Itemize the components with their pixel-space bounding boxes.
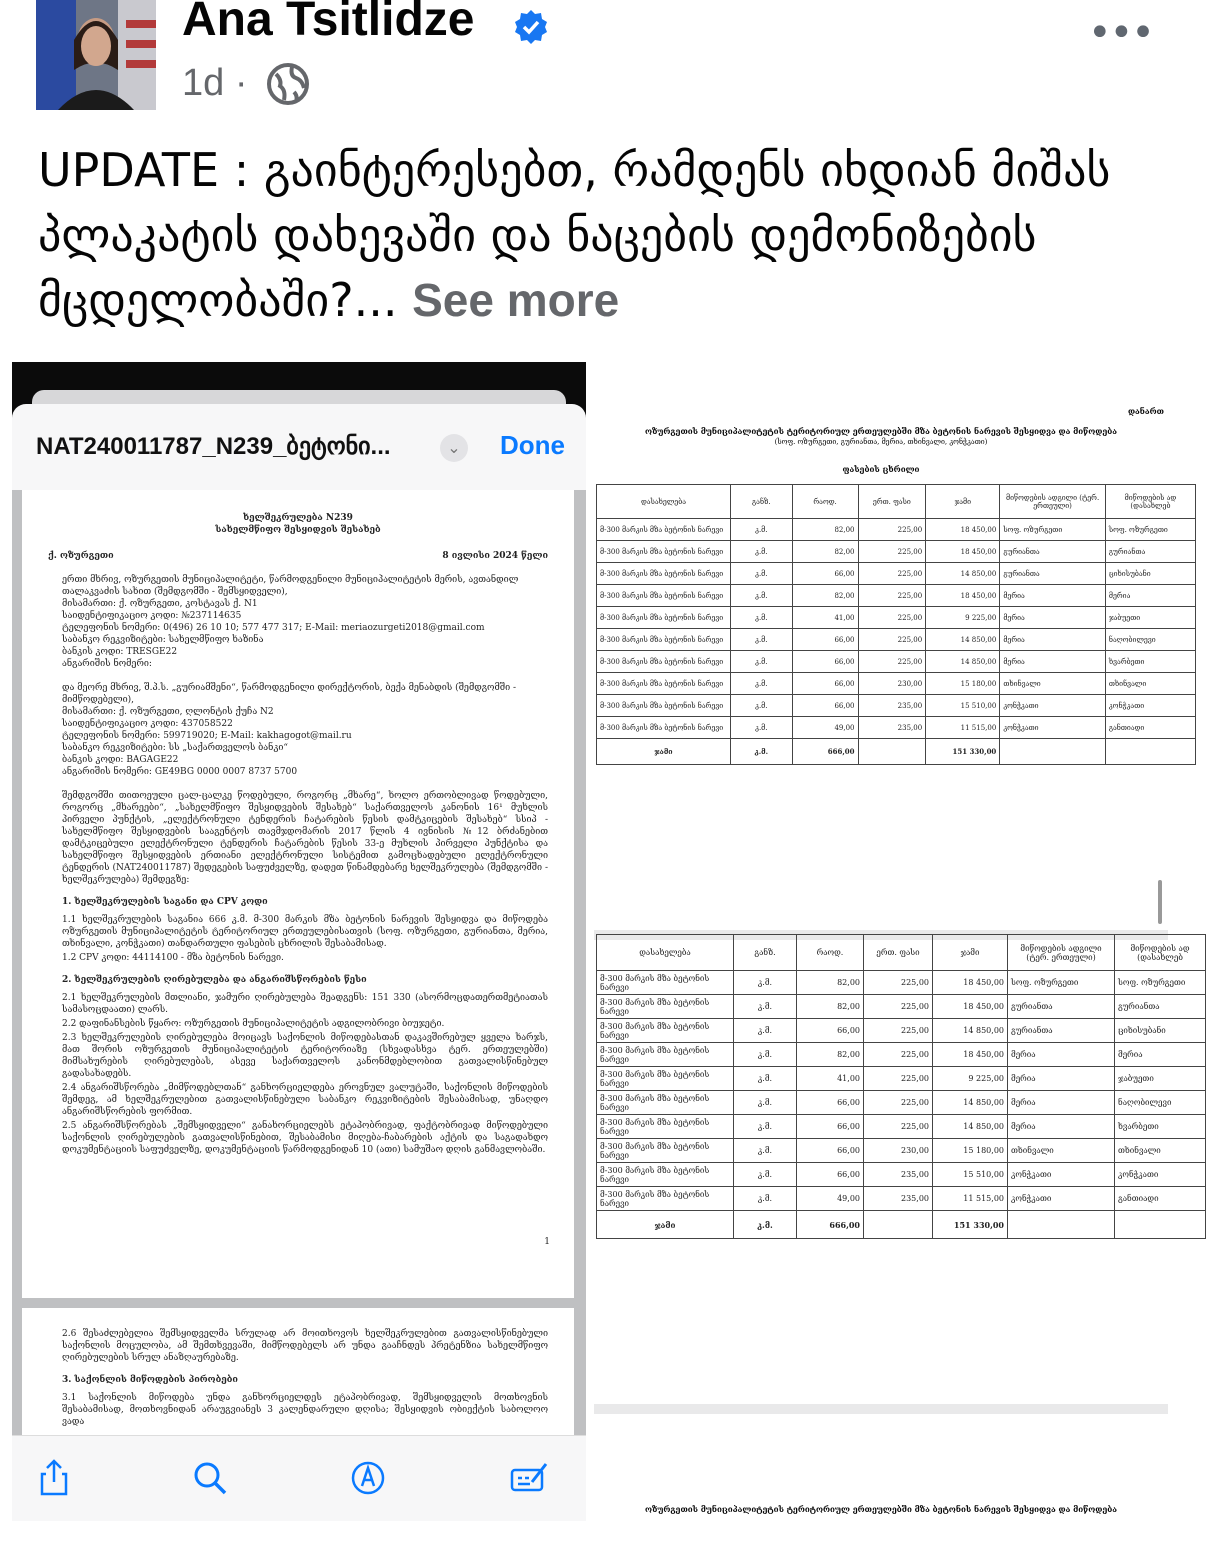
clause-2-5: 2.5 ანგარიშსწორებას „შემსყიდველი“ განახორციელებს ეტაპობრივად, ფაქტობრივად მიწოდებული საქონლის ღირებულების გათვალისწინებით, შესაბამისი მიღება-ჩაბარების აქტის და საგადახდო დოკუმენტაციის საფუძველზე, დოკუმენტაციის წარმოდგენიდან 10 (ათი) სამუშაო დღის განმავლობაში. [62, 1121, 548, 1155]
cell-qty: 66,00 [792, 563, 858, 585]
column-header: ერთ. ფასი [858, 485, 926, 519]
cell-total: 14 850,00 [926, 651, 1000, 673]
cell-village: მერია [1105, 585, 1195, 607]
sum-unit: კ.მ. [734, 1211, 797, 1239]
party2-line: საბანკო რეკვიზიტები: სს „საქართველოს ბანკი“ [62, 743, 288, 753]
cell-price: 225,00 [864, 1019, 933, 1043]
table-row [597, 995, 1206, 1019]
table-row [597, 1091, 1206, 1115]
clause-1-1: 1.1 ხელშეკრულების საგანია 666 კ.მ. მ-300 მარკის მზა ბეტონის ნარევის შესყიდვა და მიწოდება ოზურგეთის მუნიციპალიტეტის ტერიტორიულ ერთეულებისათვის (სოფ. ოზურგეთი, გურიანთა, მერია, თხინვალი, კონჭკათი) თანდართული ფასების ცხრილის შესაბამისად. [62, 915, 548, 949]
cell-unit: კ.მ. [731, 585, 793, 607]
section-3-title: 3. საქონლის მიწოდების პირობები [62, 1375, 238, 1385]
cell-place: მერია [1000, 585, 1106, 607]
cell-name: მ-300 მარკის მზა ბეტონის ნარევი [597, 541, 731, 563]
cell-village: კონჭკათი [1105, 695, 1195, 717]
cell-total: 11 515,00 [926, 717, 1000, 739]
cell-unit: კ.მ. [734, 1163, 797, 1187]
cell-price: 225,00 [864, 1115, 933, 1139]
party2-line: და მეორე მხრივ, შ.პ.ს. „გურიამშენი“, წარმოდგენილი დირექტორის, ბექა მენაბდის (შემდგომში - [62, 683, 517, 693]
cell-price: 235,00 [858, 695, 926, 717]
party2-line: საიდენტიფიკაციო კოდი: 437058522 [62, 719, 233, 729]
see-more-link[interactable]: See more [412, 274, 620, 326]
cell-unit: კ.მ. [731, 541, 793, 563]
cell-village: ჯაბუეთი [1115, 1067, 1206, 1091]
clause-2-4: 2.4 ანგარიშსწორება „მიმწოდებლთან“ განხორციელდება ეროვნულ ვალუტაში, საქონლის მიწოდების შემდეგ, ამ ხელშეკრულებით გათვალისწინებული საბანკო რეკვიზიტების შესაბამისად, უნაღდო ანგარიშსწორების ფორმით. [62, 1083, 548, 1117]
sum-total: 151 330,00 [926, 739, 1000, 765]
cell-total: 15 180,00 [933, 1139, 1008, 1163]
attachment-image-2[interactable] [594, 362, 1190, 1520]
table-row [597, 1067, 1206, 1091]
document-scroll-area[interactable] [12, 490, 586, 1435]
cell-village: გურიანთა [1105, 541, 1195, 563]
column-header: მიწოდების ადგილი (ტერ. ერთეული) [1008, 935, 1115, 971]
cell-total: 14 850,00 [926, 563, 1000, 585]
page-number: 1 [544, 1237, 550, 1247]
cell-total: 18 450,00 [926, 585, 1000, 607]
markup-icon[interactable] [348, 1458, 388, 1498]
cell-unit: კ.მ. [731, 607, 793, 629]
sum-empty [1008, 1211, 1115, 1239]
cell-name: მ-300 მარკის მზა ბეტონის ნარევი [597, 1115, 734, 1139]
post-body: UPDATE : გაინტერესებთ, რამდენს იხდიან მიშას პლაკატის დახევაში და ნაცების დემონიზების მცდელობაში?... [38, 143, 1111, 327]
cell-unit: კ.მ. [731, 629, 793, 651]
party1-line: ანგარიშის ნომერი: [62, 659, 152, 669]
table-row [597, 1139, 1206, 1163]
table-row [597, 695, 1196, 717]
sum-qty: 666,00 [792, 739, 858, 765]
table-title: ოზურგეთის მუნიციპალიტეტის ტერიტორიულ ერთეულებში მზა ბეტონის ნარევის შესყიდვა და მიწოდება [644, 426, 1118, 436]
cell-total: 14 850,00 [926, 629, 1000, 651]
cell-place: სოფ. ოზურგეთი [1008, 971, 1115, 995]
cell-name: მ-300 მარკის მზა ბეტონის ნარევი [597, 695, 731, 717]
cell-price: 235,00 [864, 1187, 933, 1211]
column-header: რაოდ. [797, 935, 864, 971]
cell-price: 230,00 [858, 673, 926, 695]
column-header: დასახელება [597, 485, 731, 519]
cell-name: მ-300 მარკის მზა ბეტონის ნარევი [597, 971, 734, 995]
cell-qty: 49,00 [797, 1187, 864, 1211]
cell-name: მ-300 მარკის მზა ბეტონის ნარევი [597, 563, 731, 585]
cell-qty: 82,00 [797, 971, 864, 995]
cell-qty: 66,00 [797, 1115, 864, 1139]
clause-2-2: 2.2 დაფინანსების წყარო: ოზურგეთის მუნიციპალიტეტის ადგილობრივი ბიუჯეტი. [62, 1019, 445, 1029]
cell-place: მერია [1008, 1091, 1115, 1115]
search-icon[interactable] [190, 1458, 230, 1498]
column-header: რაოდ. [792, 485, 858, 519]
cell-village: განთიადი [1105, 717, 1195, 739]
cell-village: გურიანთა [1115, 995, 1206, 1019]
cell-qty: 66,00 [797, 1091, 864, 1115]
cell-name: მ-300 მარკის მზა ბეტონის ნარევი [597, 717, 731, 739]
sum-label: ჯამი [597, 1211, 734, 1239]
cell-price: 225,00 [864, 1091, 933, 1115]
cell-place: გურიანთა [1000, 563, 1106, 585]
avatar[interactable] [36, 0, 156, 110]
cell-village: ხვარბეთი [1105, 651, 1195, 673]
cell-total: 9 225,00 [933, 1067, 1008, 1091]
table-row [597, 563, 1196, 585]
sum-total: 151 330,00 [933, 1211, 1008, 1239]
cell-name: მ-300 მარკის მზა ბეტონის ნარევი [597, 1187, 734, 1211]
cell-place: თხინვალი [1008, 1139, 1115, 1163]
cell-qty: 82,00 [797, 1043, 864, 1067]
cell-place: მერია [1008, 1043, 1115, 1067]
clause-2-6: 2.6 შესაძლებელია შემსყიდველმა სრულად არ მოითხოვოს ხელშეკრულებით გათვალისწინებული საქონლის მოცულობა, ამ შემთხვევაში, მიმწოდებელს არ უნდა გააჩნდეს პრეტენზია სახელმწიფო ღირებულების სრულ ანაზღაურებაზე. [62, 1329, 548, 1363]
cell-name: მ-300 მარკის მზა ბეტონის ნარევი [597, 1139, 734, 1163]
attachment-image-1[interactable] [12, 362, 586, 1520]
cell-total: 18 450,00 [933, 995, 1008, 1019]
table-row [597, 1163, 1206, 1187]
more-options-button[interactable]: ••• [1088, 10, 1153, 56]
cell-qty: 82,00 [792, 585, 858, 607]
cell-name: მ-300 მარკის მზა ბეტონის ნარევი [597, 519, 731, 541]
party1-line: ბანკის კოდი: TRESGE22 [62, 647, 178, 657]
column-header: ჯამი [926, 485, 1000, 519]
cell-name: მ-300 მარკის მზა ბეტონის ნარევი [597, 651, 731, 673]
cell-village: თხინვალი [1115, 1139, 1206, 1163]
cell-price: 225,00 [864, 1043, 933, 1067]
post-header [0, 0, 1179, 120]
cell-village: განთიადი [1115, 1187, 1206, 1211]
contract-date: 8 ივლისი 2024 წელი [442, 551, 548, 561]
cell-name: მ-300 მარკის მზა ბეტონის ნარევი [597, 1019, 734, 1043]
post-text [38, 138, 1148, 333]
cell-price: 225,00 [864, 995, 933, 1019]
column-header: განზ. [734, 935, 797, 971]
table-row [597, 1043, 1206, 1067]
cell-village: კონჭკათი [1115, 1163, 1206, 1187]
cell-village: მერია [1115, 1043, 1206, 1067]
cell-unit: კ.მ. [734, 1067, 797, 1091]
sum-empty [864, 1211, 933, 1239]
cell-unit: კ.მ. [731, 519, 793, 541]
cell-price: 225,00 [858, 651, 926, 673]
cell-village: ციხისუბანი [1115, 1019, 1206, 1043]
party2-line: ანგარიშის ნომერი: GE49BG 0000 0007 8737 5700 [62, 767, 298, 777]
cell-unit: კ.მ. [734, 1115, 797, 1139]
cell-total: 15 180,00 [926, 673, 1000, 695]
cell-unit: კ.მ. [731, 695, 793, 717]
cell-village: ნაღობილევი [1115, 1091, 1206, 1115]
sum-qty: 666,00 [797, 1211, 864, 1239]
party-2 [62, 682, 548, 778]
footer-title: ოზურგეთის მუნიციპალიტეტის ტერიტორიულ ერთეულებში მზა ბეტონის ნარევის შესყიდვა და მიწოდება [644, 1504, 1118, 1514]
author-name[interactable]: Ana Tsitlidze [182, 0, 475, 46]
clause-2-1: 2.1 ხელშეკრულების მთლიანი, ჯამური ღირებულება შეადგენს: 151 330 (ასორმოცდათერთმეტიათას სამასოცდაათი) ლარს. [62, 993, 548, 1015]
cell-place: თხინვალი [1000, 673, 1106, 695]
cell-place: კონჭკათი [1008, 1187, 1115, 1211]
annex-label: დანართ [1127, 406, 1164, 416]
price-table-copy [596, 934, 1206, 1239]
cell-qty: 66,00 [797, 1139, 864, 1163]
cell-total: 9 225,00 [926, 607, 1000, 629]
cell-unit: კ.მ. [731, 563, 793, 585]
cell-village: ნაღობილევი [1105, 629, 1195, 651]
cell-qty: 66,00 [797, 1163, 864, 1187]
cell-unit: კ.მ. [734, 1091, 797, 1115]
party-1 [62, 574, 548, 670]
globe-icon [266, 62, 310, 106]
cell-qty: 66,00 [792, 629, 858, 651]
cell-name: მ-300 მარკის მზა ბეტონის ნარევი [597, 1067, 734, 1091]
cell-place: მერია [1000, 607, 1106, 629]
contract-title: ხელშეკრულება N239 [243, 513, 353, 523]
cell-total: 14 850,00 [933, 1091, 1008, 1115]
sum-unit: კ.მ. [731, 739, 793, 765]
viewer-topbar [12, 404, 586, 490]
table-row [597, 673, 1196, 695]
preamble: შემდგომში თითოეული ცალ-ცალკე წოდებული, როგორც „მხარე“, ხოლო ერთობლივად წოდებული, როგორც „მხარეები“, „სახელმწიფო შესყიდვების შესახებ“ საქართველოს კანონის 16¹ მუხლის პირველი პუნქტის, „ელექტრონული ტენდერის ჩატარების წესის დამტკიცების შესახებ“ სსიპ - სახელმწიფო შესყიდვების სააგენტოს თავმჯდომარის 2017 წლის 4 ივნისის №12 ბრძანებით დამტკიცებული ელექტრონული ტენდერის ჩატარების წესის 33-ე მუხლის პირველი პუნქტისა და სახელმწიფო შესყიდვების ერთიანი ელექტრონული სისტემით გამოცხადებული ელექტრონული ტენდერის (NAT240011787) შედეგების საფუძველზე, დადეთ წინამდებარე ხელშეკრულება (შემდგომში - ხელშეკრულება) შემდეგზე: [62, 791, 548, 885]
party1-line: ტელეფონის ნომერი: 0(496) 26 10 10; 577 477 317; E-Mail: meriaozurgeti2018@gmail.com [62, 623, 485, 633]
contract-city: ქ. ოზურგეთი [48, 551, 114, 561]
cell-unit: კ.მ. [734, 1019, 797, 1043]
post-meta [182, 62, 248, 105]
cell-qty: 82,00 [792, 541, 858, 563]
table-row [597, 629, 1196, 651]
cell-total: 14 850,00 [933, 1019, 1008, 1043]
cell-price: 225,00 [858, 541, 926, 563]
cell-price: 235,00 [858, 717, 926, 739]
cell-qty: 82,00 [797, 995, 864, 1019]
cell-unit: კ.მ. [734, 971, 797, 995]
party1-line: ერთი მხრივ, ოზურგეთის მუნიციპალიტეტი, წარმოდგენილი მუნიციპალიტეტის მერის, ავთანდილ [62, 575, 519, 585]
cell-village: სოფ. ოზურგეთი [1115, 971, 1206, 995]
table-row [597, 651, 1196, 673]
sum-empty [858, 739, 926, 765]
cell-name: მ-300 მარკის მზა ბეტონის ნარევი [597, 673, 731, 695]
cell-unit: კ.მ. [731, 651, 793, 673]
column-header: ერთ. ფასი [864, 935, 933, 971]
meta-separator: · [234, 62, 248, 104]
cell-qty: 66,00 [792, 673, 858, 695]
column-header: დასახელება [597, 935, 734, 971]
done-button[interactable]: Done [500, 430, 565, 460]
table-row [597, 717, 1196, 739]
cell-price: 225,00 [864, 1067, 933, 1091]
party1-line: საიდენტიფიკაციო კოდი: №237114635 [62, 611, 242, 621]
cell-price: 225,00 [858, 563, 926, 585]
edit-icon[interactable] [508, 1458, 548, 1498]
cell-qty: 66,00 [797, 1019, 864, 1043]
cell-qty: 49,00 [792, 717, 858, 739]
cell-name: მ-300 მარკის მზა ბეტონის ნარევი [597, 629, 731, 651]
table-row [597, 1115, 1206, 1139]
sum-empty [1105, 739, 1195, 765]
table-row [597, 519, 1196, 541]
contract-page-1 [22, 490, 574, 1298]
party2-line: ტელეფონის ნომერი: 599719020; E-Mail: kakhagogot@mail.ru [62, 731, 352, 741]
cell-unit: კ.მ. [734, 1043, 797, 1067]
cell-village: თხინვალი [1105, 673, 1195, 695]
cell-total: 15 510,00 [933, 1163, 1008, 1187]
cell-unit: კ.მ. [731, 673, 793, 695]
contract-subtitle: სახელმწიფო შესყიდვის შესახებ [215, 525, 381, 535]
cell-place: კონჭკათი [1008, 1163, 1115, 1187]
viewer-toolbar [12, 1435, 586, 1521]
cell-qty: 66,00 [792, 695, 858, 717]
table-row [597, 1019, 1206, 1043]
cell-place: სოფ. ოზურგეთი [1000, 519, 1106, 541]
table-total-row [597, 1211, 1206, 1239]
cell-total: 15 510,00 [926, 695, 1000, 717]
cell-qty: 66,00 [792, 651, 858, 673]
cell-village: ხვარბეთი [1115, 1115, 1206, 1139]
column-header: ჯამი [933, 935, 1008, 971]
post-time[interactable]: 1d [182, 62, 225, 104]
party1-line: საბანკო რეკვიზიტები: სახელმწიფო ხაზინა [62, 635, 264, 645]
price-table-page-3 [594, 1414, 1168, 1520]
cell-price: 230,00 [864, 1139, 933, 1163]
clause-1-2: 1.2 CPV კოდი: 44114100 - მზა ბეტონის ნარევი. [62, 953, 284, 963]
cell-qty: 41,00 [792, 607, 858, 629]
column-header: განზ. [731, 485, 793, 519]
clause-2-3: 2.3 ხელშეკრულების ღირებულება მოიცავს საქონლის მიწოდებასთან დაკავშირებულ ყველა ხარჯს, მათ შორის ოზურგეთის მუნიციპალიტეტის ტერიტორიაზე (სხვადასხვა ტერ. ერთეულებში) მიმსახურების ღირებულებას, ასევე საქართველოს კანონმდებლობით გათვალისწინებულ გადასახადებს. [62, 1033, 548, 1079]
cell-village: სოფ. ოზურგეთი [1105, 519, 1195, 541]
cell-place: მერია [1008, 1115, 1115, 1139]
section-1-title: 1. ხელშეკრულების საგანი და CPV კოდი [62, 897, 268, 907]
verified-badge-icon [512, 8, 550, 46]
cell-village: ჯაბუეთი [1105, 607, 1195, 629]
cell-place: გურიანთა [1000, 541, 1106, 563]
cell-qty: 41,00 [797, 1067, 864, 1091]
party2-line: მისამართი: ქ. ოზურგეთი, ღლონტის ქუჩა N2 [62, 707, 274, 717]
cell-name: მ-300 მარკის მზა ბეტონის ნარევი [597, 585, 731, 607]
party1-line: თალაკვაძის სახით (შემდგომში - შემსყიდველი), [62, 587, 288, 597]
cell-place: კონჭკათი [1000, 695, 1106, 717]
table-row [597, 971, 1206, 995]
section-2-title: 2. ხელშეკრულების ღირებულება და ანგარიშსწორების წესი [62, 975, 367, 985]
scrollbar[interactable] [1158, 880, 1162, 924]
table-total-row [597, 739, 1196, 765]
cell-price: 225,00 [858, 519, 926, 541]
cell-unit: კ.მ. [734, 995, 797, 1019]
party2-line: ბანკის კოდი: BAGAGE22 [62, 755, 179, 765]
cell-price: 225,00 [858, 607, 926, 629]
sum-label: ჯამი [597, 739, 731, 765]
cell-price: 225,00 [858, 585, 926, 607]
cell-price: 225,00 [864, 971, 933, 995]
cell-total: 18 450,00 [926, 519, 1000, 541]
cell-total: 18 450,00 [933, 1043, 1008, 1067]
cell-unit: კ.მ. [731, 717, 793, 739]
column-header: მიწოდების ადგილი (ტერ. ერთეული) [1000, 485, 1106, 519]
cell-unit: კ.მ. [734, 1139, 797, 1163]
table-row [597, 585, 1196, 607]
cell-place: გურიანთა [1008, 995, 1115, 1019]
table-subtitle: (სოფ. ოზურგეთი, გურიანთა, მერია, თხინვალი, კონჭკათი) [774, 438, 988, 446]
cell-total: 18 450,00 [926, 541, 1000, 563]
price-table-page-1 [594, 362, 1177, 930]
cell-total: 18 450,00 [933, 971, 1008, 995]
clause-3-1: 3.1 საქონლის მიწოდება უნდა განხორციელდეს ეტაპობრივად, შემსყიდველის მოთხოვნის შესაბამისად, მოთხოვნიდან არაუგვიანეს 3 კალენდარული დღისა; შესყიდვის ობიექტის საბოლოო ვადა [62, 1393, 548, 1427]
cell-name: მ-300 მარკის მზა ბეტონის ნარევი [597, 1043, 734, 1067]
sum-empty [1000, 739, 1106, 765]
share-icon[interactable] [34, 1458, 74, 1498]
cell-place: გურიანთა [1008, 1019, 1115, 1043]
cell-total: 14 850,00 [933, 1115, 1008, 1139]
cell-place: კონჭკათი [1000, 717, 1106, 739]
chevron-down-icon[interactable]: ⌄ [440, 434, 468, 462]
party2-line: მიმწოდებელი), [62, 695, 134, 705]
cell-name: მ-300 მარკის მზა ბეტონის ნარევი [597, 1163, 734, 1187]
cell-place: მერია [1000, 651, 1106, 673]
column-header: მიწოდების ად (დასახლებ [1105, 485, 1195, 519]
cell-place: მერია [1000, 629, 1106, 651]
cell-price: 225,00 [858, 629, 926, 651]
cell-name: მ-300 მარკის მზა ბეტონის ნარევი [597, 1091, 734, 1115]
table-row [597, 607, 1196, 629]
cell-village: ციხისუბანი [1105, 563, 1195, 585]
file-name[interactable]: NAT240011787_N239_ბეტონი... [36, 433, 391, 460]
cell-price: 235,00 [864, 1163, 933, 1187]
party1-line: მისამართი: ქ. ოზურგეთი, კოსტავას ქ. N1 [62, 599, 258, 609]
sum-empty [1115, 1211, 1206, 1239]
cell-name: მ-300 მარკის მზა ბეტონის ნარევი [597, 607, 731, 629]
cell-total: 11 515,00 [933, 1187, 1008, 1211]
cell-name: მ-300 მარკის მზა ბეტონის ნარევი [597, 995, 734, 1019]
table-caption: ფასების ცხრილი [842, 464, 920, 474]
table-row [597, 541, 1196, 563]
price-table-page-2 [594, 940, 1190, 1404]
cell-unit: კ.მ. [734, 1187, 797, 1211]
cell-qty: 82,00 [792, 519, 858, 541]
price-table [596, 484, 1196, 765]
cell-place: მერია [1008, 1067, 1115, 1091]
table-row [597, 1187, 1206, 1211]
column-header: მიწოდების ად (დასახლებ [1115, 935, 1206, 971]
